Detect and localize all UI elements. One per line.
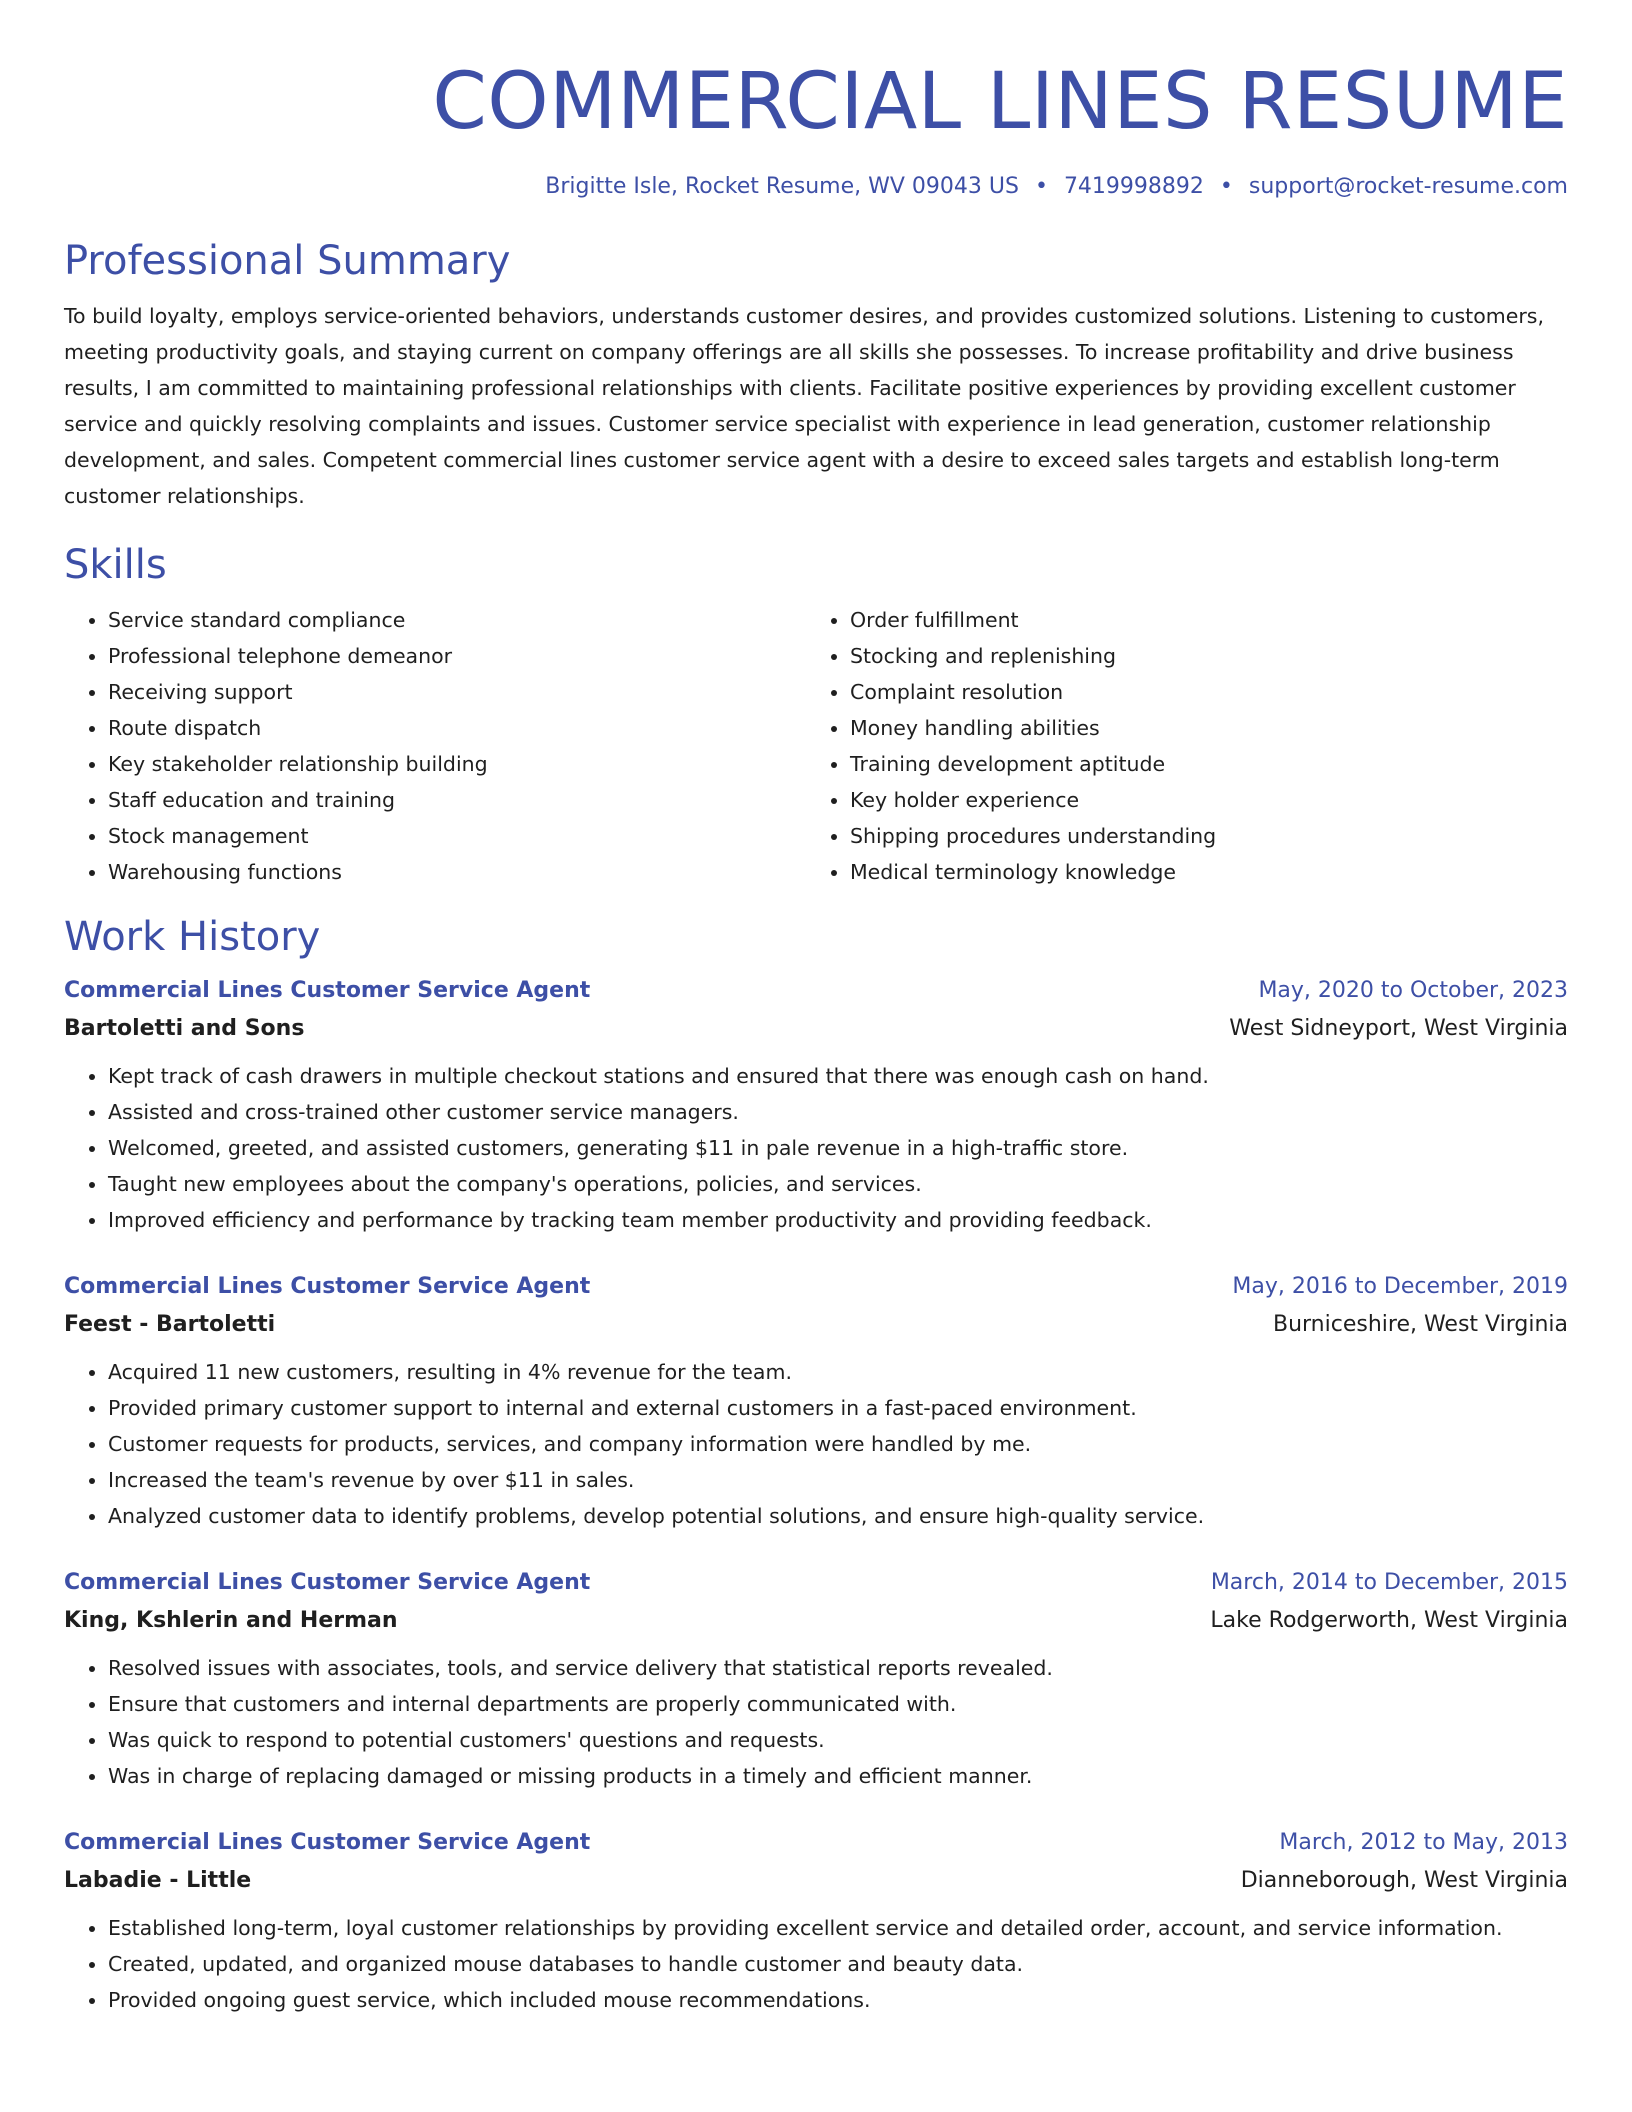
job-dates: May, 2016 to December, 2019 (1232, 1274, 1568, 1299)
contact-line (64, 172, 1568, 202)
skill-item: • Medical terminology knowledge (850, 854, 1548, 890)
job-subheader (64, 1862, 1568, 1900)
job-company: Labadie - Little (64, 1868, 252, 1893)
job-bullet: • Taught new employees about the company's operations, policies, and services. (108, 1166, 1568, 1202)
skill-item: • Staff education and training (108, 782, 806, 818)
contact-phone: 7419998892 (1063, 174, 1204, 199)
job-subheader (64, 1010, 1568, 1048)
job-dates: March, 2012 to May, 2013 (1279, 1830, 1568, 1855)
job-bullets (64, 1650, 1568, 1794)
job-bullet: • Provided ongoing guest service, which included mouse recommendations. (108, 1982, 1568, 2018)
skills-columns (64, 602, 1568, 890)
job-company: Bartoletti and Sons (64, 1016, 305, 1041)
job-subheader (64, 1602, 1568, 1640)
job-bullet: • Was in charge of replacing damaged or missing products in a timely and efficient manner. (108, 1758, 1568, 1794)
job-bullet: • Acquired 11 new customers, resulting in 4% revenue for the team. (108, 1354, 1568, 1390)
skills-heading: Skills (64, 542, 167, 588)
job-entry (64, 1268, 1568, 1534)
job-title: Commercial Lines Customer Service Agent (64, 1570, 591, 1595)
skill-item: • Complaint resolution (850, 674, 1548, 710)
job-entry (64, 1824, 1568, 2018)
skill-item: • Service standard compliance (108, 602, 806, 638)
job-bullets (64, 1058, 1568, 1238)
contact-separator: • (1034, 174, 1048, 199)
skills-list-right (806, 602, 1548, 890)
job-bullet: • Established long-term, loyal customer relationships by providing excellent service and detailed order, account, and service information. (108, 1910, 1568, 1946)
contact-separator: • (1219, 174, 1233, 199)
work-history-heading: Work History (64, 914, 321, 960)
job-entry (64, 1564, 1568, 1794)
job-bullet: • Assisted and cross-trained other customer service managers. (108, 1094, 1568, 1130)
job-header (64, 1268, 1568, 1306)
job-bullet: • Welcomed, greeted, and assisted customers, generating $11 in pale revenue in a high-traffic store. (108, 1130, 1568, 1166)
resume-page (64, 0, 1568, 2018)
resume-title: COMMERCIAL LINES RESUME (432, 57, 1568, 147)
job-header (64, 1824, 1568, 1862)
skill-item: • Key holder experience (850, 782, 1548, 818)
job-location: West Sidneyport, West Virginia (1229, 1016, 1568, 1041)
skill-item: • Money handling abilities (850, 710, 1548, 746)
skill-item: • Shipping procedures understanding (850, 818, 1548, 854)
contact-address: Brigitte Isle, Rocket Resume, WV 09043 US (545, 174, 1019, 199)
summary-heading: Professional Summary (64, 238, 511, 284)
skill-item: • Key stakeholder relationship building (108, 746, 806, 782)
skill-item: • Order fulfillment (850, 602, 1548, 638)
job-company: Feest - Bartoletti (64, 1312, 276, 1337)
job-bullet: • Analyzed customer data to identify problems, develop potential solutions, and ensure high-quality service. (108, 1498, 1568, 1534)
job-bullet: • Increased the team's revenue by over $11 in sales. (108, 1462, 1568, 1498)
job-location: Dianneborough, West Virginia (1240, 1868, 1568, 1893)
job-title: Commercial Lines Customer Service Agent (64, 978, 591, 1003)
job-bullets (64, 1910, 1568, 2018)
contact-email: support@rocket-resume.com (1248, 174, 1568, 199)
job-header (64, 972, 1568, 1010)
job-subheader (64, 1306, 1568, 1344)
job-bullet: • Customer requests for products, services, and company information were handled by me. (108, 1426, 1568, 1462)
job-title: Commercial Lines Customer Service Agent (64, 1274, 591, 1299)
job-bullet: • Improved efficiency and performance by tracking team member productivity and providing feedback. (108, 1202, 1568, 1238)
skill-item: • Route dispatch (108, 710, 806, 746)
job-entry (64, 972, 1568, 1238)
job-location: Lake Rodgerworth, West Virginia (1210, 1608, 1568, 1633)
job-dates: May, 2020 to October, 2023 (1258, 978, 1568, 1003)
job-location: Burniceshire, West Virginia (1272, 1312, 1568, 1337)
job-bullet: • Was quick to respond to potential customers' questions and requests. (108, 1722, 1568, 1758)
skill-item: • Stock management (108, 818, 806, 854)
job-bullet: • Ensure that customers and internal departments are properly communicated with. (108, 1686, 1568, 1722)
job-bullet: • Created, updated, and organized mouse databases to handle customer and beauty data. (108, 1946, 1568, 1982)
job-dates: March, 2014 to December, 2015 (1210, 1570, 1568, 1595)
job-bullets (64, 1354, 1568, 1534)
job-bullet: • Provided primary customer support to internal and external customers in a fast-paced environment. (108, 1390, 1568, 1426)
job-bullet: • Kept track of cash drawers in multiple checkout stations and ensured that there was enough cash on hand. (108, 1058, 1568, 1094)
summary-text: To build loyalty, employs service-oriented behaviors, understands customer desires, and provides customized solutions. Listening to customers, meeting productivity goals, and staying current on company offerings are all skills she possesses. To increase profitability and drive business results, I am committed to maintaining professional relationships with clients. Facilitate positive experiences by providing excellent customer service and quickly resolving complaints and issues. Customer service specialist with experience in lead generation, customer relationship development, and sales. Competent commercial lines customer service agent with a desire to exceed sales targets and establish long-term customer relationships. (64, 304, 1544, 508)
skill-item: • Receiving support (108, 674, 806, 710)
skill-item: • Stocking and replenishing (850, 638, 1548, 674)
job-title: Commercial Lines Customer Service Agent (64, 1830, 591, 1855)
skill-item: • Training development aptitude (850, 746, 1548, 782)
skills-list-left (64, 602, 806, 890)
job-bullet: • Resolved issues with associates, tools, and service delivery that statistical reports revealed. (108, 1650, 1568, 1686)
skill-item: • Warehousing functions (108, 854, 806, 890)
job-company: King, Kshlerin and Herman (64, 1608, 398, 1633)
job-header (64, 1564, 1568, 1602)
skill-item: • Professional telephone demeanor (108, 638, 806, 674)
